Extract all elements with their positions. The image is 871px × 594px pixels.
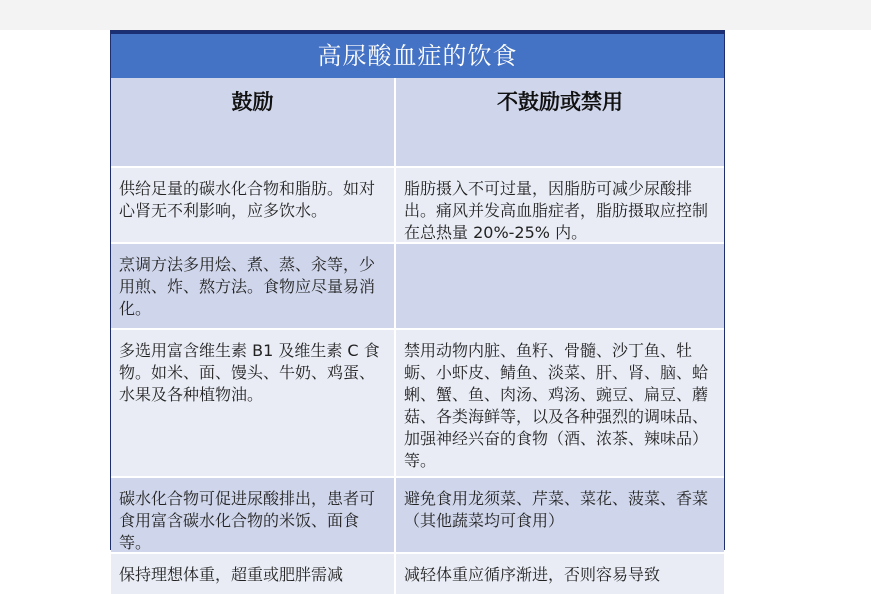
discourage-cell: 脂肪摄入不可过量，因脂肪可减少尿酸排出。痛风并发高血脂症者，脂肪摄取应控制在总热量 20%-25% 内。 [404,179,709,242]
table-row [111,244,724,330]
table-title: 高尿酸血症的饮食 [111,31,724,78]
top-toolbar-strip [0,0,871,30]
header-encourage: 鼓励 [111,78,396,166]
discourage-cell: 避免食用龙须菜、芹菜、菜花、菠菜、香菜（其他蔬菜均可食用） [404,489,709,530]
diet-table [111,31,724,584]
discourage-cell: 禁用动物内脏、鱼籽、骨髓、沙丁鱼、牡蛎、小虾皮、鲭鱼、淡菜、肝、肾、脑、蛤蜊、蟹、鱼、肉汤、鸡汤、豌豆、扁豆、蘑菇、各类海鲜等，以及各种强烈的调味品、加强神经兴奋的食物（酒、浓茶、辣味品）等。 [404,341,709,470]
table-row [111,330,724,478]
discourage-cell [396,244,724,328]
encourage-cell: 烹调方法多用烩、煮、蒸、汆等，少用煎、炸、熬方法。食物应尽量易消化。 [111,244,396,328]
header-discourage: 不鼓励或禁用 [497,90,623,114]
discourage-cell: 减轻体重应循序渐进，否则容易导致 [404,565,661,584]
table-header-row [111,78,724,168]
encourage-cell: 碳水化合物可促进尿酸排出，患者可食用富含碳水化合物的米饭、面食等。 [111,478,396,552]
encourage-cell: 保持理想体重，超重或肥胖需减 [111,554,396,594]
encourage-cell: 多选用富含维生素 B1 及维生素 C 食物。如米、面、馒头、牛奶、鸡蛋、水果及各种植物油。 [111,330,396,476]
table-row [111,478,724,554]
table-row [111,168,724,244]
encourage-cell: 供给足量的碳水化合物和脂肪。如对心肾无不利影响，应多饮水。 [111,168,396,242]
table-row [111,554,724,594]
